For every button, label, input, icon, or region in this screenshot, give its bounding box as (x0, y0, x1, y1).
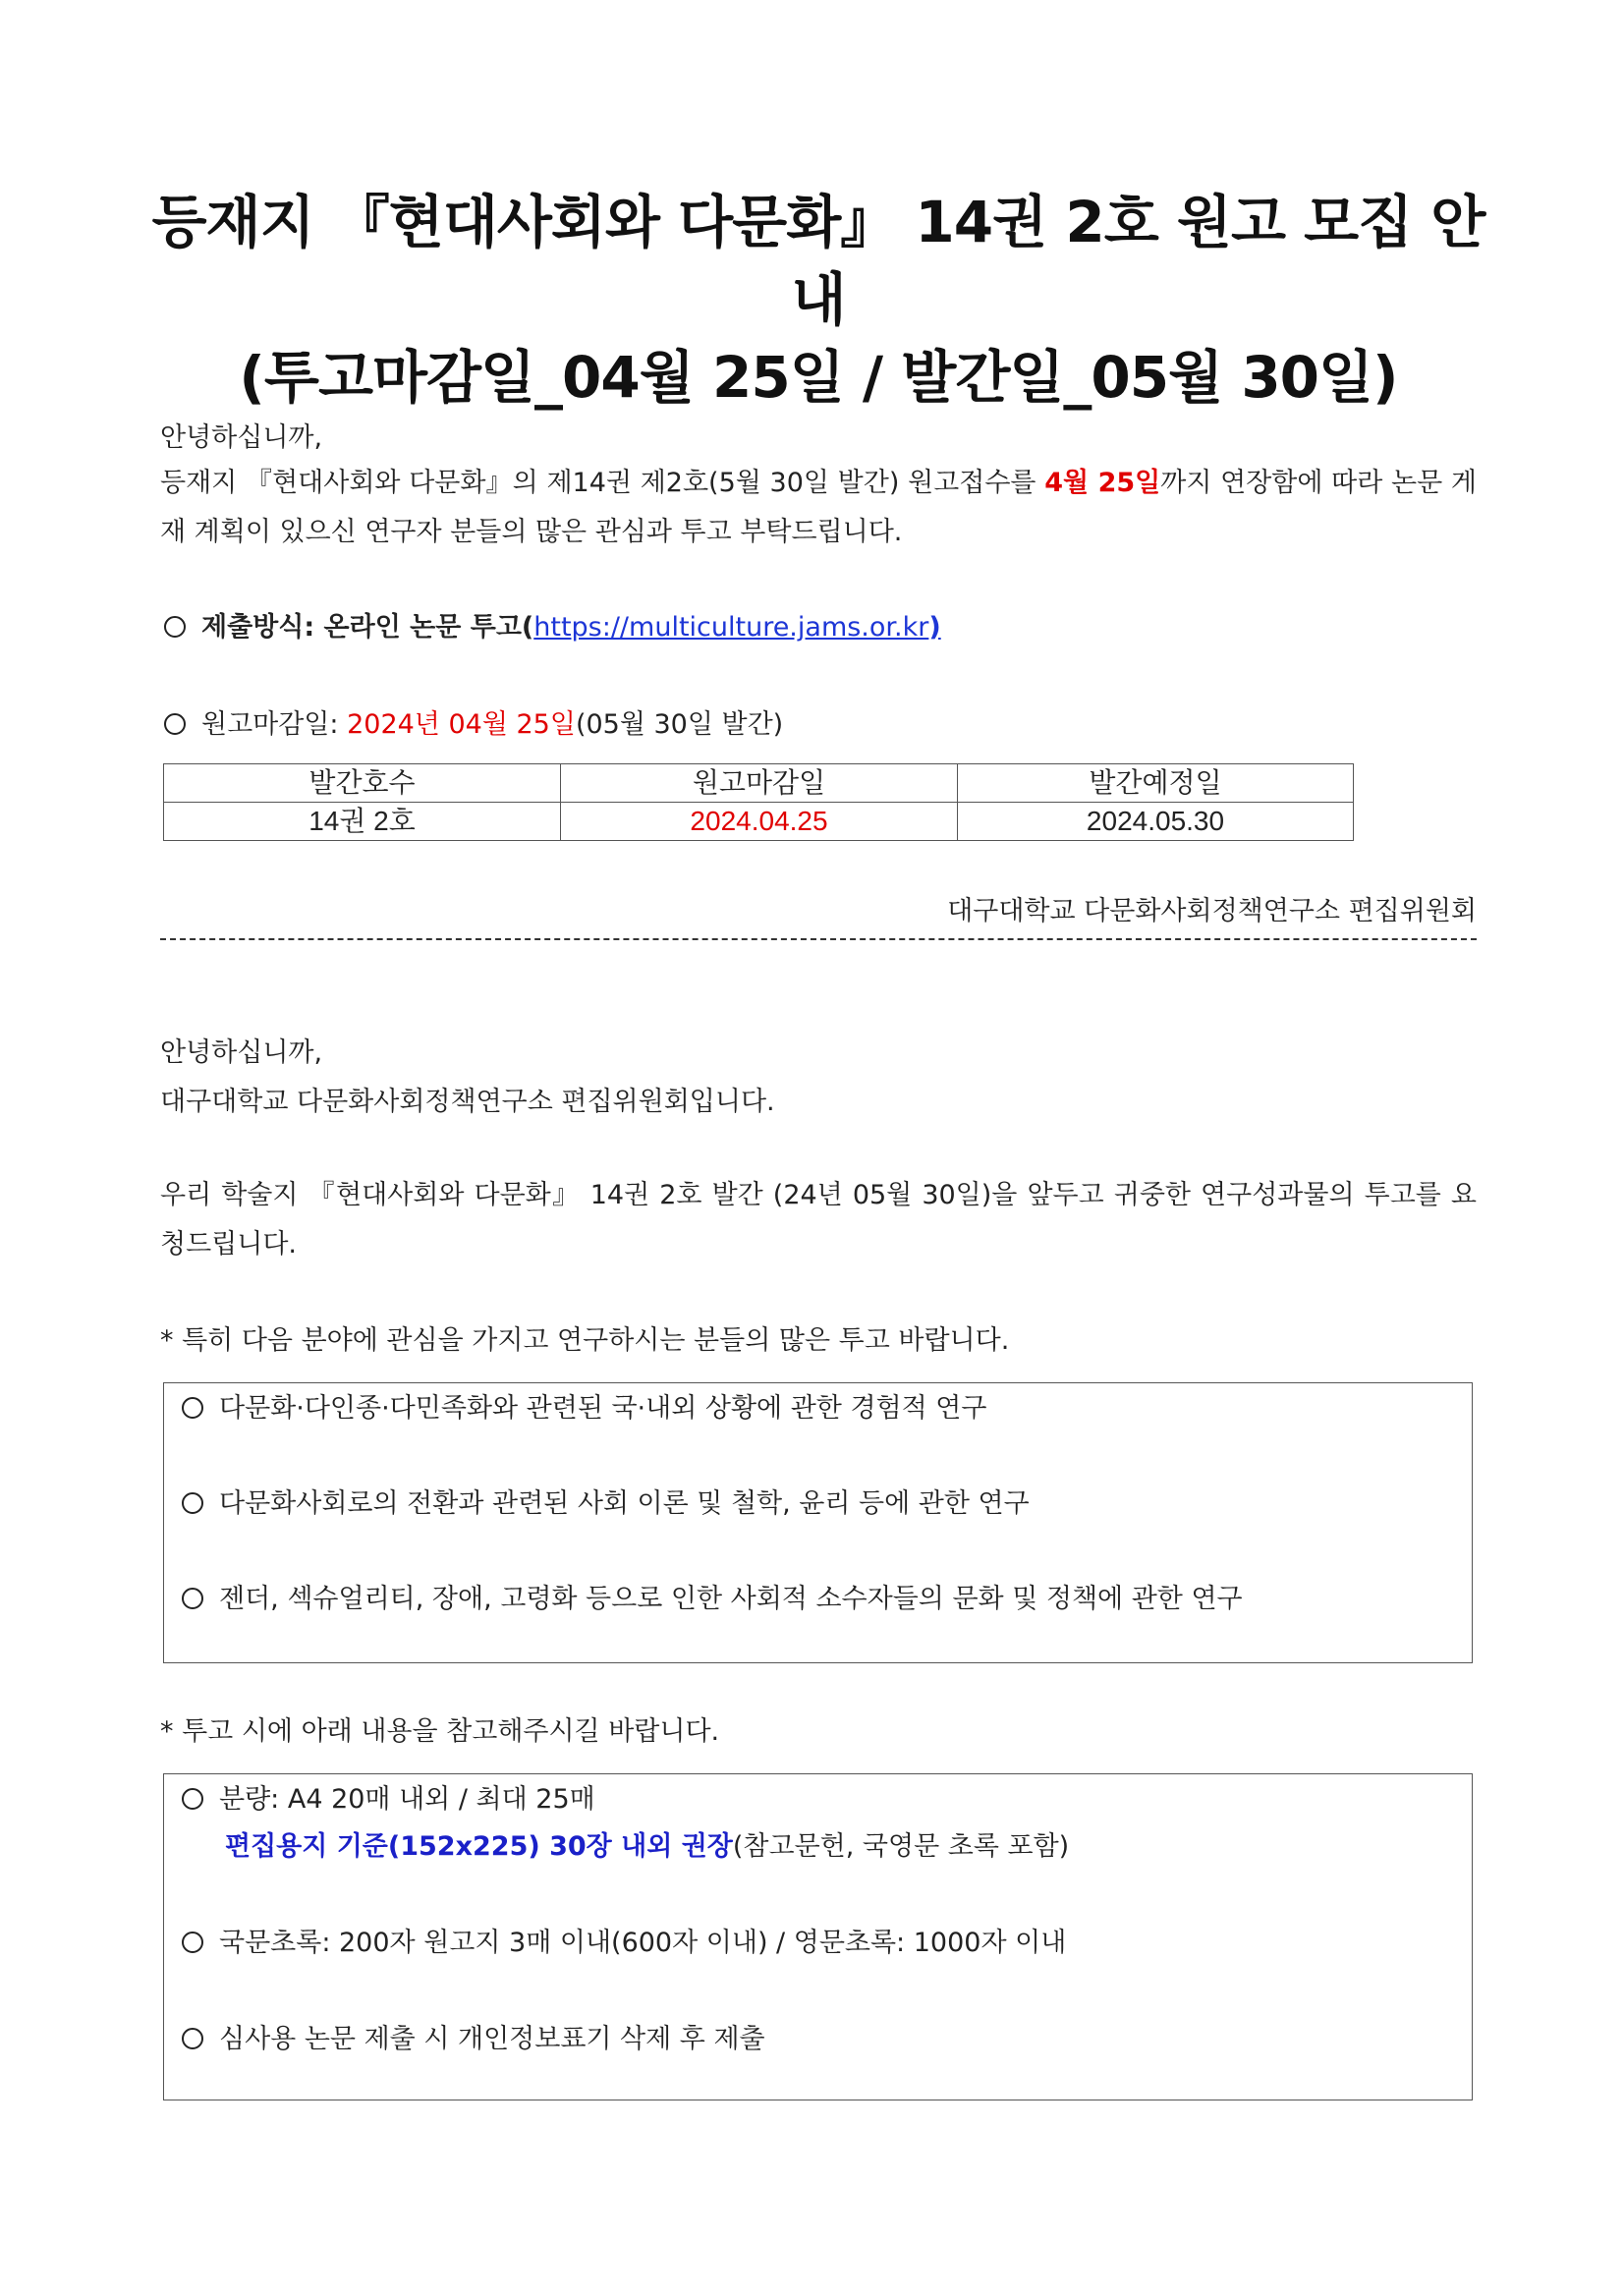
title-line-1: 등재지 『현대사회와 다문화』 14권 2호 원고 모집 안내 (151, 189, 1485, 333)
topics-box (163, 1382, 1473, 1663)
guide-abstract: 국문초록: 200자 원고지 3매 이내(600자 이내) / 영문초록: 1000자 이내 (178, 1919, 1066, 1967)
topics-intro: * 특히 다음 분야에 관심을 가지고 연구하시는 분들의 많은 투고 바랍니다. (160, 1325, 1010, 1356)
circle-bullet-icon (182, 1932, 203, 1953)
request-paragraph: 우리 학술지 『현대사회와 다문화』 14권 2호 발간 (24년 05월 30일)을 앞두고 귀중한 연구성과물의 투고를 요청드립니다. (160, 1180, 1477, 1260)
recommended-length: 편집용지 기준(152x225) 30장 내외 권장 (225, 1831, 733, 1862)
topic-item: 젠더, 섹슈얼리티, 장애, 고령화 등으로 인한 사회적 소수자들의 문화 및 정책에 관한 연구 (178, 1575, 1455, 1623)
guide-intro: * 투고 시에 아래 내용을 참고해주시길 바랍니다. (160, 1716, 720, 1747)
extended-deadline: 4월 25일 (1044, 468, 1161, 498)
greeting-2: 안녕하십니까, (160, 1037, 323, 1068)
circle-bullet-icon (182, 1397, 203, 1419)
intro-paragraph: 등재지 『현대사회와 다문화』의 제14권 제2호(5월 30일 발간) 원고접수를 4월 25일까지 연장함에 따라 논문 게재 계획이 있으신 연구자 분들의 많은 관심과 투고 부탁드립니다. (160, 468, 1477, 547)
cell-deadline: 2024.04.25 (561, 803, 958, 841)
circle-bullet-icon (182, 1788, 203, 1810)
guide-anonymize: 심사용 논문 제출 시 개인정보표기 삭제 후 제출 (178, 2015, 765, 2063)
title-line-2: (투고마감일_04월 25일 / 발간일_05월 30일) (239, 344, 1398, 411)
header-issue: 발간호수 (164, 764, 561, 803)
divider (160, 938, 1477, 940)
guide-length-detail: 편집용지 기준(152x225) 30장 내외 권장(참고문헌, 국영문 초록 포함) (225, 1831, 1070, 1862)
circle-bullet-icon (182, 1588, 203, 1609)
guide-length: 분량: A4 20매 내외 / 최대 25매 (178, 1775, 595, 1823)
circle-bullet-icon (164, 713, 186, 735)
cell-issue: 14권 2호 (164, 803, 561, 841)
signature: 대구대학교 다문화사회정책연구소 편집위원회 (947, 896, 1477, 926)
header-deadline: 원고마감일 (561, 764, 958, 803)
schedule-table (163, 763, 1354, 841)
topic-item: 다문화사회로의 전환과 관련된 사회 이론 및 철학, 윤리 등에 관한 연구 (178, 1480, 1030, 1528)
cell-publish: 2024.05.30 (958, 803, 1354, 841)
deadline-date: 2024년 04월 25일 (347, 709, 576, 740)
greeting: 안녕하십니까, (160, 422, 323, 453)
submission-method: 제출방식: 온라인 논문 투고(https://multiculture.jams.or.kr) (160, 603, 1477, 651)
submission-url-link[interactable]: https://multiculture.jams.or.kr (533, 612, 929, 643)
circle-bullet-icon (182, 2028, 203, 2049)
org-line: 대구대학교 다문화사회정책연구소 편집위원회입니다. (160, 1087, 775, 1117)
page-title (131, 184, 1506, 417)
circle-bullet-icon (182, 1492, 203, 1514)
circle-bullet-icon (164, 616, 186, 638)
guide-box (163, 1773, 1473, 2100)
header-publish: 발간예정일 (958, 764, 1354, 803)
topic-item: 다문화·다인종·다민족화와 관련된 국·내외 상황에 관한 경험적 연구 (178, 1384, 986, 1432)
deadline-line: 원고마감일: 2024년 04월 25일(05월 30일 발간) (160, 700, 1477, 749)
